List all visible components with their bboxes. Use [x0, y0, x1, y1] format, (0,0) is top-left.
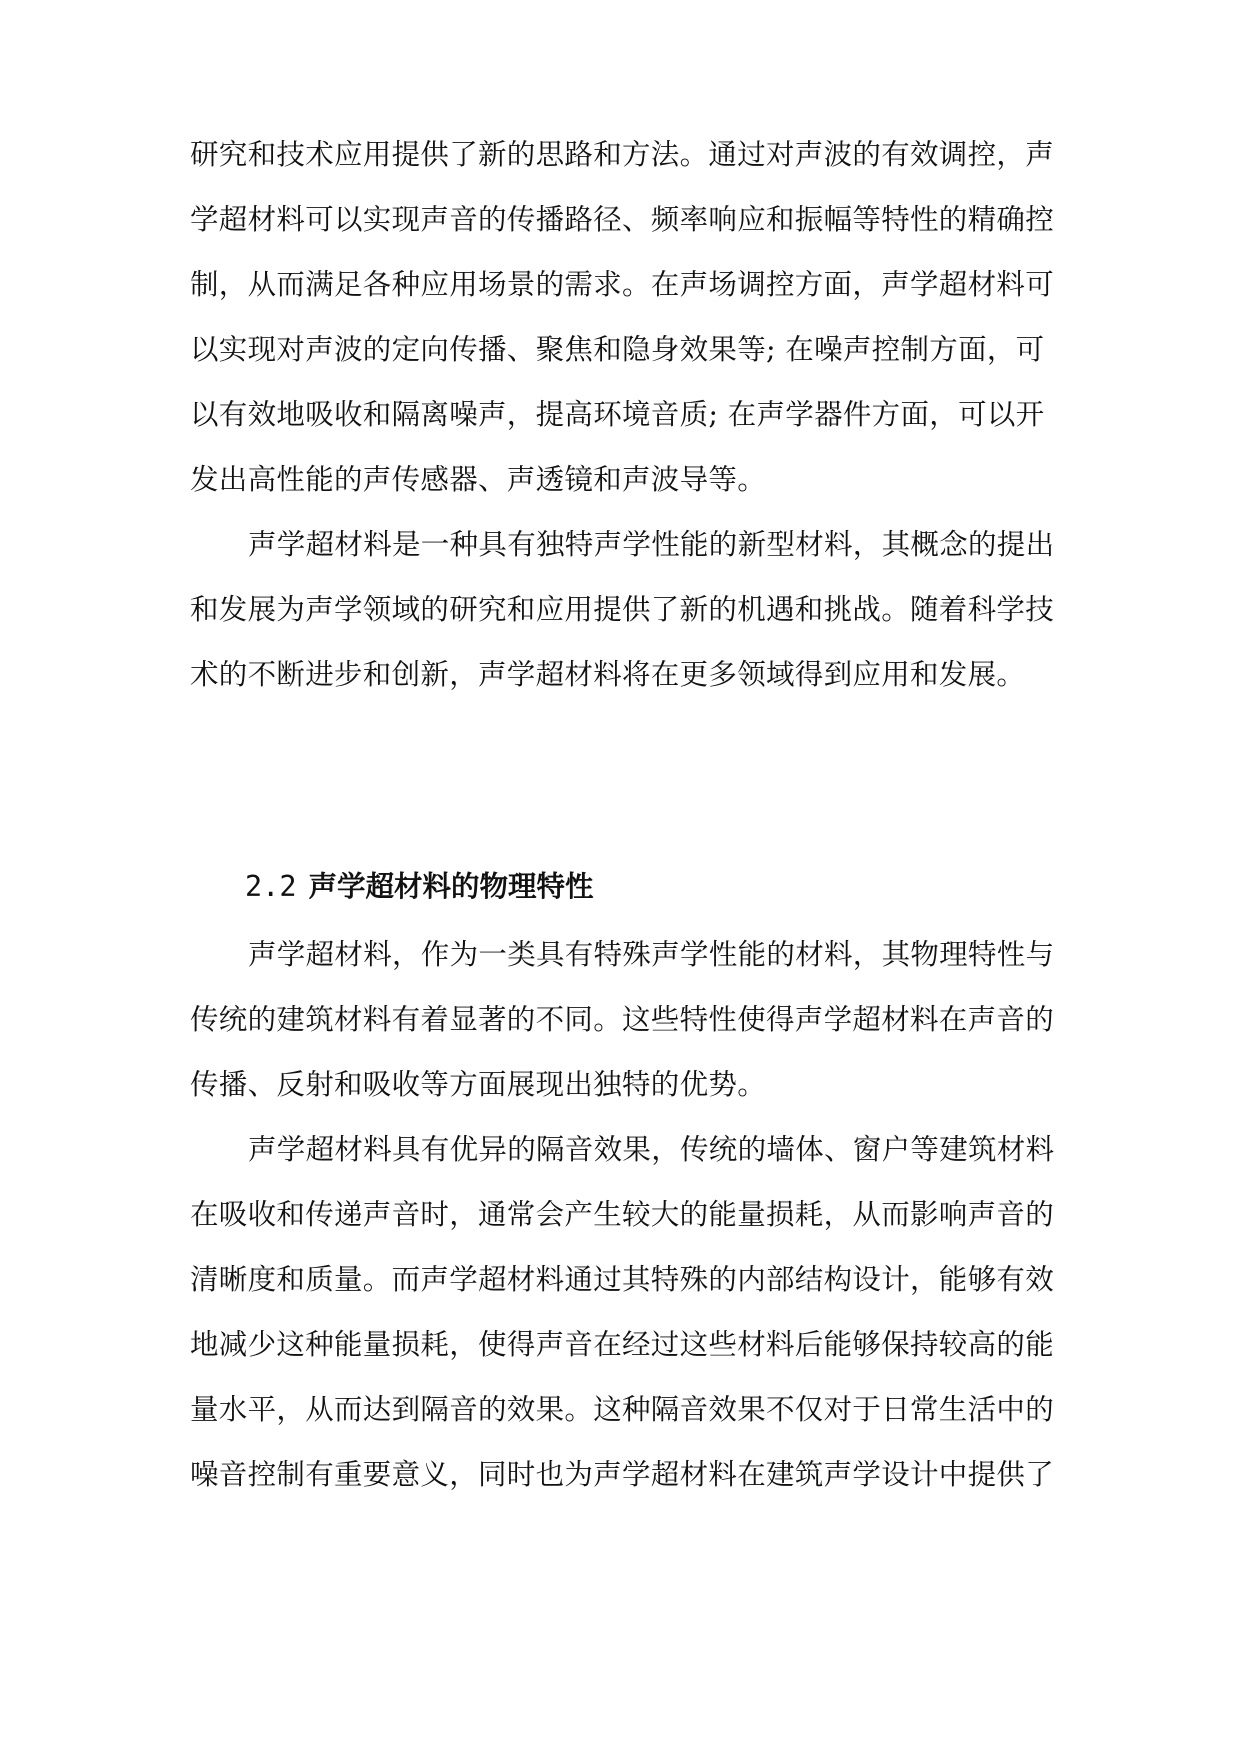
text-line: 地减少这种能量损耗，使得声音在经过这些材料后能够保持较高的能 [190, 1328, 1054, 1361]
text-line: 声学超材料具有优异的隔音效果，传统的墙体、窗户等建筑材料 [248, 1133, 1054, 1166]
text-line: 噪音控制有重要意义，同时也为声学超材料在建筑声学设计中提供了 [190, 1458, 1054, 1491]
text-line: 清晰度和质量。而声学超材料通过其特殊的内部结构设计，能够有效 [190, 1263, 1054, 1296]
text-line: 制，从而满足各种应用场景的需求。在声场调控方面，声学超材料可 [190, 268, 1054, 301]
text-line: 和发展为声学领域的研究和应用提供了新的机遇和挑战。随着科学技 [190, 593, 1054, 626]
text-line: 传播、反射和吸收等方面展现出独特的优势。 [190, 1068, 767, 1101]
text-line: 在吸收和传递声音时，通常会产生较大的能量损耗，从而影响声音的 [190, 1198, 1054, 1231]
text-line: 声学超材料是一种具有独特声学性能的新型材料，其概念的提出 [248, 528, 1054, 561]
text-line: 术的不断进步和创新，声学超材料将在更多领域得到应用和发展。 [190, 658, 1026, 691]
section-heading [245, 867, 594, 907]
text-line: 学超材料可以实现声音的传播路径、频率响应和振幅等特性的精确控 [190, 203, 1054, 236]
section-title: 声学超材料的物理特性 [308, 870, 594, 903]
text-line: 研究和技术应用提供了新的思路和方法。通过对声波的有效调控，声 [190, 138, 1054, 171]
text-line: 以实现对声波的定向传播、聚焦和隐身效果等; 在噪声控制方面，可 [190, 333, 1045, 366]
text-line: 以有效地吸收和隔离噪声，提高环境音质; 在声学器件方面，可以开 [190, 398, 1045, 431]
text-line: 声学超材料，作为一类具有特殊声学性能的材料，其物理特性与 [248, 938, 1054, 971]
section-number: 2.2 [245, 870, 297, 903]
text-line: 发出高性能的声传感器、声透镜和声波导等。 [190, 463, 767, 496]
text-line: 量水平，从而达到隔音的效果。这种隔音效果不仅对于日常生活中的 [190, 1393, 1054, 1426]
text-line: 传统的建筑材料有着显著的不同。这些特性使得声学超材料在声音的 [190, 1003, 1054, 1036]
